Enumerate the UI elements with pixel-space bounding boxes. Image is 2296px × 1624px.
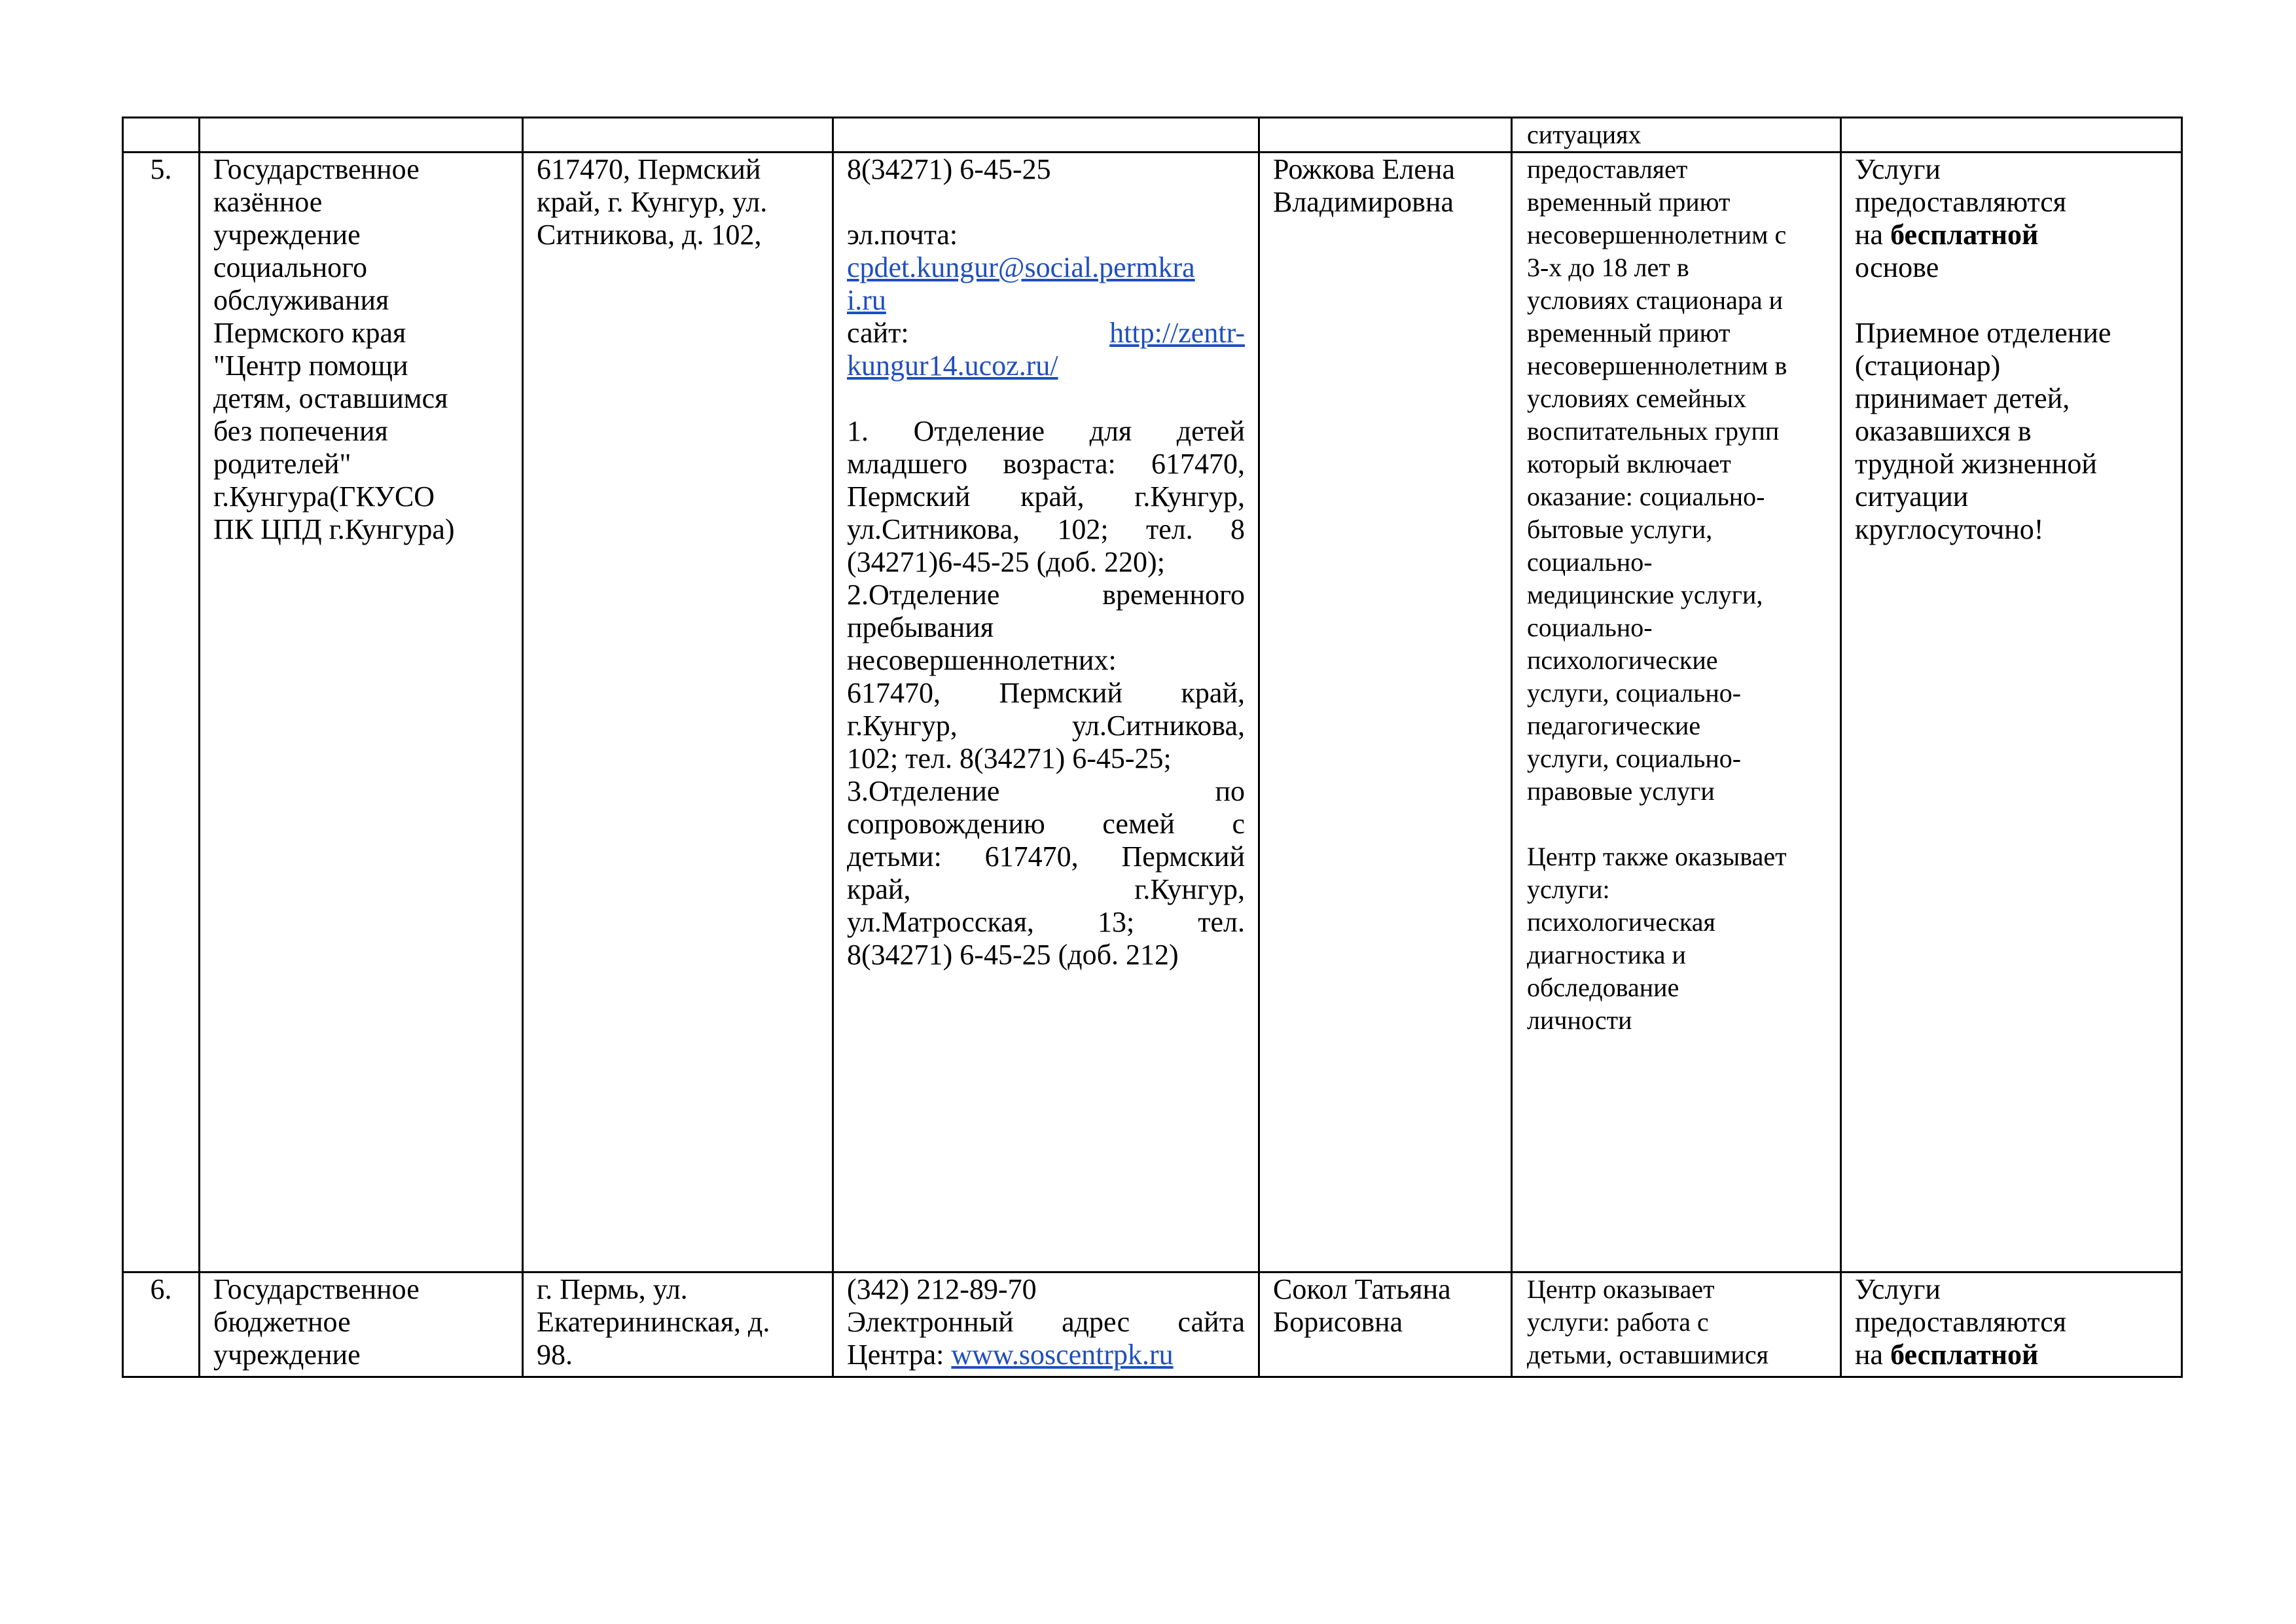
name-line: без попечения (213, 415, 388, 447)
name-line: обслуживания (213, 284, 389, 316)
email-link-continued[interactable]: i.ru (847, 284, 886, 316)
table-row (123, 1272, 2182, 1377)
head-name (1259, 153, 1512, 1272)
name-line: бюджетное (213, 1306, 351, 1338)
name-line: родителей" (213, 448, 351, 480)
table-row (123, 118, 2182, 153)
name-line: ПК ЦПД г.Кунгура) (213, 513, 455, 545)
row-number: 6. (123, 1272, 200, 1377)
terms-line: основе (1855, 251, 1939, 283)
services-line: бытовые услуги, (1527, 514, 1713, 544)
terms-extra-line: трудной жизненной (1855, 448, 2097, 480)
head-line: Борисовна (1273, 1306, 1403, 1338)
terms-extra-line: принимает детей, (1855, 382, 2070, 414)
head-line: Владимировна (1273, 186, 1454, 218)
services-line: несовершеннолетним с (1527, 220, 1787, 249)
head-line: Сокол Татьяна (1273, 1273, 1451, 1305)
services-extra-line: услуги: (1527, 875, 1610, 904)
site-link[interactable]: http://zentr- (1109, 317, 1245, 349)
terms (1841, 153, 2182, 1272)
name-line: "Центр помощи (213, 350, 408, 382)
organization-address (523, 1272, 833, 1377)
site-text: Электронный адрес сайта (847, 1306, 1245, 1338)
services-extra-line: личности (1527, 1005, 1632, 1035)
dept-line: ул.Ситникова, 102; тел. 8 (847, 513, 1245, 545)
name-line: социального (213, 251, 368, 283)
dept-line: 102; тел. 8(34271) 6-45-25; (847, 742, 1172, 774)
services-line: услуги, социально- (1527, 744, 1742, 773)
services-line: Центр оказывает (1527, 1274, 1715, 1304)
phone: 8(34271) 6-45-25 (847, 153, 1051, 185)
cell-services (1512, 118, 1841, 153)
services-line: услуги: работа с (1527, 1307, 1709, 1337)
name-line: детям, оставшимся (213, 382, 448, 414)
services-line: услуги, социально- (1527, 678, 1742, 708)
dept-line: 1. Отделение для детей (847, 415, 1245, 447)
terms-extra-line: Приемное отделение (1855, 317, 2111, 349)
dept-line: несовершеннолетних: (847, 644, 1117, 676)
services-line: правовые услуги (1527, 776, 1715, 806)
dept-line: детьми: 617470, Пермский (847, 840, 1245, 873)
address-line: Екатерининская, д. (537, 1306, 770, 1338)
services-line: психологические (1527, 645, 1718, 675)
cell-head (1259, 118, 1512, 153)
dept-line: сопровождению семей с (847, 808, 1245, 840)
terms-extra-line: (стационар) (1855, 350, 2001, 382)
organization-name (200, 153, 523, 1272)
services-line: который включает (1527, 449, 1731, 478)
services-line: 3-х до 18 лет в (1527, 253, 1689, 282)
services-line: педагогические (1527, 711, 1701, 740)
dept-line: ул.Матросская, 13; тел. (847, 906, 1245, 938)
name-line: Государственное (213, 153, 420, 185)
terms-line: Услуги (1855, 153, 1941, 185)
name-line: учреждение (213, 219, 361, 251)
terms-extra-line: оказавшихся в (1855, 415, 2032, 447)
terms-line: предоставляются (1855, 186, 2067, 218)
cell-num (123, 118, 200, 153)
services-line: временный приют (1527, 318, 1731, 348)
terms-line: предоставляются (1855, 1306, 2067, 1338)
dept-line: г.Кунгур, ул.Ситникова, (847, 710, 1245, 742)
services-line: воспитательных групп (1527, 416, 1780, 446)
dept-line: 2.Отделение временного (847, 579, 1245, 611)
services-table (122, 117, 2183, 1378)
terms-line (1855, 1339, 2168, 1371)
cell-address (523, 118, 833, 153)
services-line: медицинские услуги, (1527, 580, 1763, 609)
dept-line: пребывания (847, 611, 994, 643)
services-line: предоставляет (1527, 154, 1688, 184)
terms (1841, 1272, 2182, 1377)
terms-prefix: на (1855, 1339, 1891, 1371)
name-line: Пермского края (213, 317, 406, 349)
name-line: г.Кунгура(ГКУСО (213, 480, 435, 513)
services-line: социально- (1527, 547, 1653, 577)
services-line: социально- (1527, 613, 1653, 642)
organization-address (523, 153, 833, 1272)
organization-name (200, 1272, 523, 1377)
address-line: 98. (537, 1339, 573, 1371)
terms-free-bold: бесплатной (1890, 219, 2039, 251)
terms-extra-line: ситуации (1855, 480, 1969, 513)
row-number: 5. (123, 153, 200, 1272)
cell-name (200, 118, 523, 153)
services-line: оказание: социально- (1527, 482, 1765, 511)
site-link-continued[interactable]: kungur14.ucoz.ru/ (847, 350, 1058, 382)
head-name (1259, 1272, 1512, 1377)
terms-line (1855, 219, 2168, 251)
dept-line: край, г.Кунгур, (847, 873, 1245, 905)
name-line: Государственное (213, 1273, 420, 1305)
services-line: несовершеннолетним в (1527, 351, 1787, 380)
dept-line: младшего возраста: 617470, (847, 448, 1245, 480)
services-line: условиях стационара и (1527, 285, 1784, 315)
cell-terms (1841, 118, 2182, 153)
table-row (123, 153, 2182, 1272)
address-line: 617470, Пермский (537, 153, 761, 185)
terms-free-bold: бесплатной (1890, 1339, 2039, 1371)
services-line: детьми, оставшимися (1527, 1340, 1768, 1369)
address-line: г. Пермь, ул. (537, 1273, 688, 1305)
services-line: условиях семейных (1527, 384, 1747, 413)
head-line: Рожкова Елена (1273, 153, 1455, 185)
email-link[interactable]: cpdet.kungur@social.permkra (847, 251, 1195, 283)
terms-prefix: на (1855, 219, 1891, 251)
site-link[interactable]: www.soscentrpk.ru (951, 1339, 1174, 1371)
name-line: казённое (213, 186, 323, 218)
dept-line: 3.Отделение по (847, 775, 1245, 807)
dept-line: Пермский край, г.Кунгур, (847, 480, 1245, 513)
services-tail: ситуациях (1527, 120, 1641, 149)
address-line: край, г. Кунгур, ул. (537, 186, 768, 218)
services (1512, 1272, 1841, 1377)
services-extra-line: обследование (1527, 973, 1679, 1002)
services (1512, 153, 1841, 1272)
site-line (847, 317, 1245, 350)
services-line: временный приют (1527, 187, 1731, 217)
dept-line: (34271)6-45-25 (доб. 220); (847, 546, 1165, 578)
dept-line: 8(34271) 6-45-25 (доб. 212) (847, 939, 1179, 971)
cell-contacts (833, 118, 1259, 153)
contacts (833, 1272, 1259, 1377)
site-prefix: Центра: (847, 1339, 952, 1371)
terms-line: Услуги (1855, 1273, 1941, 1305)
address-line: Ситникова, д. 102, (537, 219, 762, 251)
contacts (833, 153, 1259, 1272)
phone: (342) 212-89-70 (847, 1273, 1037, 1305)
email-label: эл.почта: (847, 219, 958, 251)
site-label: сайт: (847, 317, 909, 349)
name-line: учреждение (213, 1339, 361, 1371)
dept-line: 617470, Пермский край, (847, 677, 1245, 709)
services-extra-line: Центр также оказывает (1527, 842, 1787, 871)
site-line (847, 1339, 1245, 1371)
terms-extra-line: круглосуточно! (1855, 513, 2044, 545)
services-extra-line: диагностика и (1527, 940, 1686, 969)
services-extra-line: психологическая (1527, 907, 1715, 937)
